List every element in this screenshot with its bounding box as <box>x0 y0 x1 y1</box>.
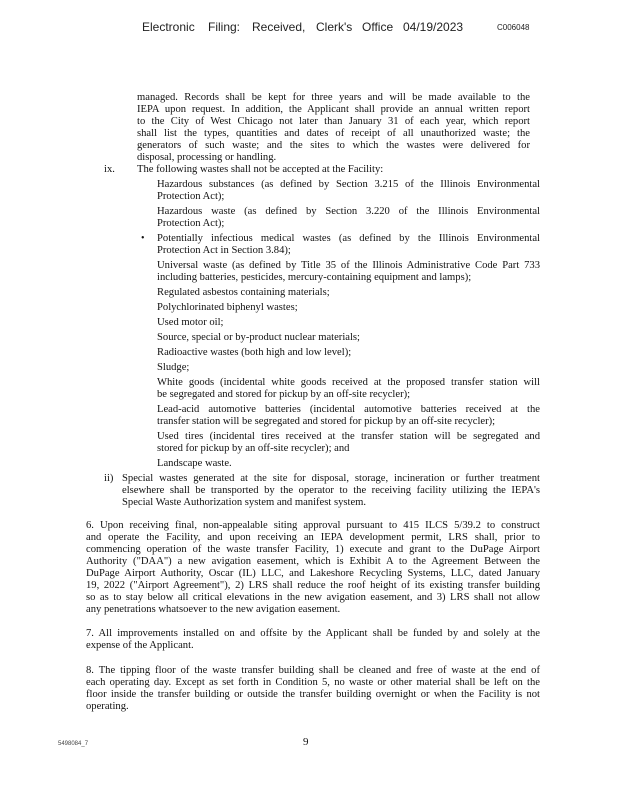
list-item: Hazardous substances (as defined by Section 3.215 of the Illinois Environmental <box>157 179 540 190</box>
text-line: elsewhere shall be transported by the operator to the receiving facility utilizing the IEPA's <box>122 485 540 496</box>
text-line: 7. All improvements installed on and offsite by the Applicant shall be funded by and solely at the <box>86 628 540 639</box>
list-item: Used tires (incidental tires received at the transfer station will be segregated and <box>157 431 540 442</box>
header-word: Clerk's <box>316 20 353 34</box>
text-line: commencing operation of the waste transfer Facility, 1) execute and grant to the DuPage Airport <box>86 544 540 555</box>
list-item: Regulated asbestos containing materials; <box>157 287 330 298</box>
page-number: 9 <box>303 736 309 748</box>
list-numeral: ix. <box>104 164 115 175</box>
list-item: Potentially infectious medical wastes (as defined by the Illinois Environmental <box>157 233 540 244</box>
text-line: 6. Upon receiving final, non-appealable siting approval pursuant to 415 ILCS 5/39.2 to construct <box>86 520 540 531</box>
header-word: Office <box>362 20 394 34</box>
text-line: Special Waste Authorization system and manifest system. <box>122 497 367 508</box>
text-line: managed. Records shall be kept for three years and will be made available to the <box>137 92 530 103</box>
text-line: operating. <box>86 701 129 712</box>
list-item: including batteries, pesticides, mercury-containing equipment and lamps); <box>157 272 472 283</box>
header-word: Electronic <box>142 20 195 34</box>
text-line: IEPA upon request. In addition, the Applicant shall provide an annual written report <box>137 104 530 115</box>
footer-document-code: 5498084_7 <box>58 741 89 747</box>
list-item: Hazardous waste (as defined by Section 3.220 of the Illinois Environmental <box>157 206 540 217</box>
text-line: so as to stay below all critical elevations in the new avigation easement, and 3) LRS shall not allow <box>86 592 540 603</box>
text-line: 19, 2022 ("Airport Agreement"), 2) LRS shall reduce the roof height of its existing transfer building <box>86 580 540 591</box>
list-item: Radioactive wastes (both high and low level); <box>157 347 352 358</box>
list-numeral: ii) <box>104 473 114 484</box>
text-line: Authority ("DAA") a new avigation easement, which is Exhibit A to the Agreement Between the <box>86 556 540 567</box>
list-item: Sludge; <box>157 362 190 373</box>
text-line: DuPage Airport Authority, Oscar (IL) LLC, and Lakeshore Recycling Systems, LLC, dated January <box>86 568 540 579</box>
list-item: Landscape waste. <box>157 458 232 469</box>
text-line: floor inside the transfer building or outside the transfer building overnight or when the Facility is not <box>86 689 540 700</box>
text-line: 8. The tipping floor of the waste transfer building shall be cleaned and free of waste at the end of <box>86 665 540 676</box>
list-item: Used motor oil; <box>157 317 224 328</box>
list-item: be segregated and stored for pickup by an off-site recycler); <box>157 389 411 400</box>
list-item: Polychlorinated biphenyl wastes; <box>157 302 298 313</box>
list-item: White goods (incidental white goods received at the proposed transfer station will <box>157 377 540 388</box>
list-intro: The following wastes shall not be accepted at the Facility: <box>137 164 384 175</box>
list-item: Source, special or by-product nuclear materials; <box>157 332 360 343</box>
bullet-icon: • <box>141 233 145 244</box>
list-item: Protection Act in Section 3.84); <box>157 245 291 256</box>
header-word: Filing: <box>208 20 241 34</box>
text-line: generators of such waste; and the sites to which the wastes were delivered for <box>137 140 530 151</box>
text-line: any penetrations whatsoever to the new avigation easement. <box>86 604 341 615</box>
list-item: Lead-acid automotive batteries (incidental automotive batteries received at the <box>157 404 540 415</box>
list-item: Protection Act); <box>157 218 225 229</box>
text-line: each operating day. Except as set forth in Condition 5, no waste or other material shall be left on the <box>86 677 540 688</box>
filing-stamp-header <box>0 20 618 40</box>
text-line: and operate the Facility, and upon receiving an IEPA development permit, LRS shall, prior to <box>86 532 540 543</box>
text-line: to the City of West Chicago not later than January 31 of each year, which report <box>137 116 530 127</box>
text-line: expense of the Applicant. <box>86 640 194 651</box>
text-line: disposal, processing or handling. <box>137 152 277 163</box>
text-line: Special wastes generated at the site for disposal, storage, incineration or further treatment <box>122 473 540 484</box>
document-id: C006048 <box>497 23 530 32</box>
text-line: shall list the types, quantities and dates of receipt of all unauthorized waste; the <box>137 128 530 139</box>
header-date: 04/19/2023 <box>403 20 464 34</box>
list-item: Universal waste (as defined by Title 35 of the Illinois Administrative Code Part 733 <box>157 260 540 271</box>
header-word: Received, <box>252 20 306 34</box>
list-item: Protection Act); <box>157 191 225 202</box>
list-item: transfer station will be segregated and stored for pickup by an off-site recycler); <box>157 416 496 427</box>
list-item: stored for pickup by an off-site recycler); and <box>157 443 350 454</box>
